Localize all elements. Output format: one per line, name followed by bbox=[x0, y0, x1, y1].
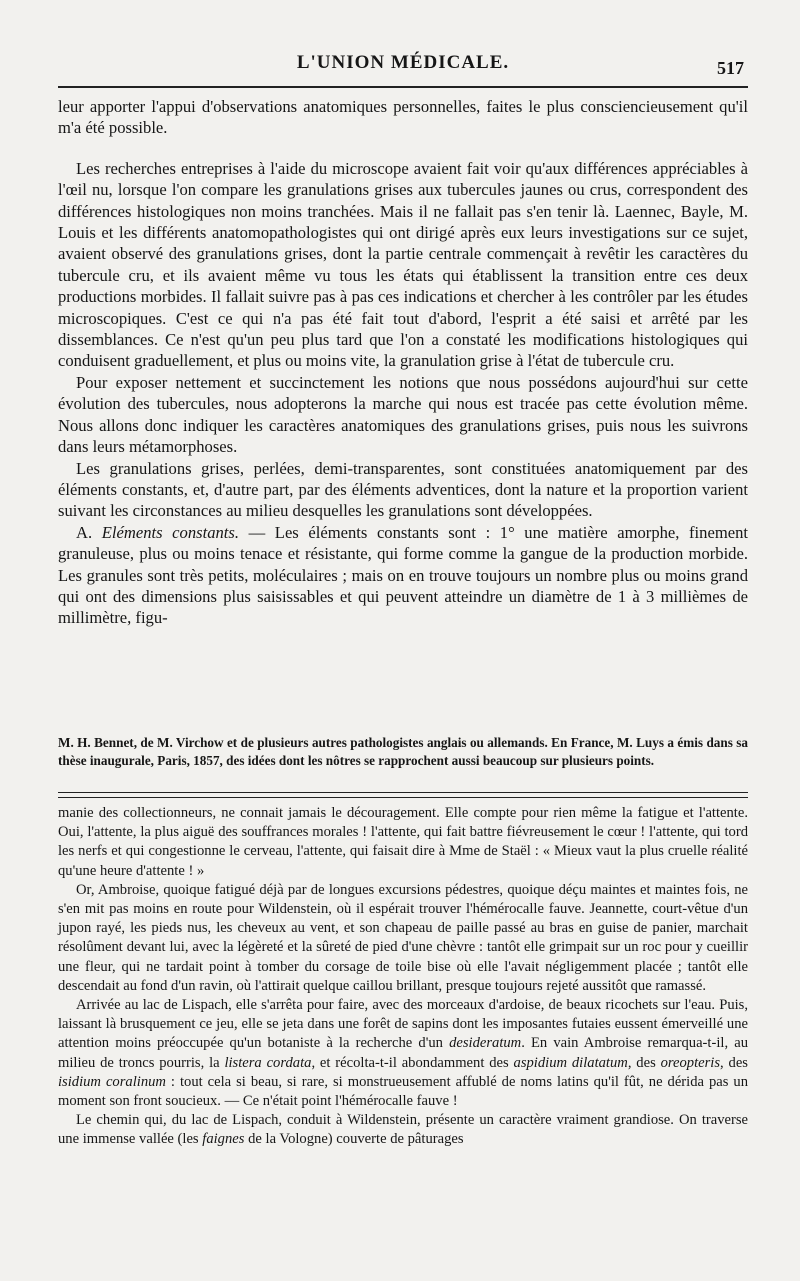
story-text: Arrivée au lac de Lispach, elle s'arrêta pour faire, avec des morceaux d'ardoise, de beaux ricochets sur l'eau. Puis, laissant là brusquement ce jeu, elle se jeta dans une forêt de sapins dont les imposantes futaies eussent émerveillé une attention moins préoccupée qu'un botaniste à la recherche d'un bbox=[58, 997, 748, 1052]
paragraph-continued: leur apporter l'appui d'observations anatomiques personnelles, faites le plus consciencieusement qu'il m'a été possible. bbox=[58, 97, 748, 138]
italic-term: listera cordata bbox=[224, 1054, 312, 1071]
main-article bbox=[58, 96, 748, 629]
section-text: — Les éléments constants sont : 1° une matière amorphe, finement granuleuse, plus ou moins tenace et résistante, qui forme comme la gangue de la production morbide. Les granules sont très petits, moléculaires ; mais on en trouve toujours un nombre plus ou moins grand qui ont des dimensions plus saisissables et qui peuvent atteindre un diamètre de 1 à 3 millièmes de millimètre, figu- bbox=[58, 522, 748, 628]
story-text: , des bbox=[720, 1054, 748, 1071]
section-label: A. bbox=[76, 522, 93, 542]
story-text: , des bbox=[627, 1054, 661, 1071]
paragraph-microscope: Les recherches entreprises à l'aide du microscope avaient fait voir qu'aux différences appréciables à l'œil nu, lorsque l'on compare les granulations grises aux tubercules jaunes ou crus, correspondent des différences histologiques non moins tranchées. Mais il ne fallait pas s'en tenir là. Laennec, Bayle, M. Louis et les différents anatomopathologistes qui ont dirigé après eux leurs investigations sur ce sujet, avaient observé des granulations grises, dont la partie centrale commençait à revêtir les caractères du tubercule cru, et ils avaient même vu tous les états qui établissent la transition entre ces deux productions morbides. Il fallait suivre pas à pas ces indications et chercher à les contrôler par les études microscopiques. C'est ce qui n'a pas été fait tout d'abord, l'esprit a été saisi et arrêté par les dissemblances. Ce n'est qu'un peu plus tard que l'on a constaté les modifications histologiques qui conduisent graduellement, et plus ou moins vite, la granulation grise à l'état de tubercule cru. bbox=[58, 158, 748, 371]
story-paragraph-4 bbox=[58, 1111, 748, 1149]
story-paragraph-1: manie des collectionneurs, ne connait jamais le découragement. Elle compte pour rien même la fatigue et l'attente. Oui, l'attente, la plus aiguë des souffrances morales ! l'attente, qui fait battre fiévreusement le cœur ! l'attente, qui tord les nerfs et qui congestionne le cerveau, l'attente, qui faisait dire à Mme de Staël : « Mieux vaut la plus cruelle réalité qu'une heure d'attente ! » bbox=[58, 805, 748, 879]
journal-title: L'UNION MÉDICALE. bbox=[296, 52, 510, 73]
italic-term: aspidium dilatatum bbox=[513, 1054, 628, 1071]
story-text: de la Vologne) couverte de pâturages bbox=[244, 1131, 464, 1148]
story-text: : tout cela si beau, si rare, si monstrueusement affublé de noms latins qu'il fût, ne dérida pas un moment son front soucieux. — Ce n'était point l'hémérocalle fauve ! bbox=[58, 1073, 748, 1110]
section-heading: Eléments constants. bbox=[101, 522, 240, 542]
italic-term: isidium coralinum bbox=[58, 1073, 166, 1090]
story-paragraph-3 bbox=[58, 996, 748, 1111]
italic-term: faignes bbox=[202, 1131, 245, 1148]
footnote-text: M. H. Bennet, de M. Virchow et de plusieurs autres pathologistes anglais ou allemands. En France, M. Luys a émis dans sa thèse inaugurale, Paris, 1857, des idées dont les nôtres se rapprochent aussi beaucoup sur plusieurs points. bbox=[58, 735, 748, 768]
story-paragraph-2: Or, Ambroise, quoique fatigué déjà par de longues excursions pédestres, quoique déçu maintes et maintes fois, ne s'en mit pas moins en route pour Wildenstein, où il espérait trouver l'hémérocalle fauve. Jeannette, court-vêtue d'un jupon rayé, les pieds nus, les cheveux au vent, et son chapeau de paille passé au bras en guise de panier, marchait résolûment devant lui, avec la légèreté et la sûreté de pied d'une chèvre : tantôt elle grimpait sur un roc pour y cueillir une fleur, qui ne tardait point à tomber du corsage de toile bise où elle l'avait négligemment placée ; tantôt elle descendait au fond d'un ravin, où l'attirait quelque caillou brillant, presque toujours rejeté aussitôt que ramassé. bbox=[58, 881, 748, 994]
header-rule bbox=[58, 86, 748, 88]
paragraph-granulations: Les granulations grises, perlées, demi-transparentes, sont constituées anatomiquement par des éléments constants, et, d'autre part, par des éléments adventices, dont la nature et la proportion varient suivant les circonstances au milieu desquelles les granulations sont développées. bbox=[58, 458, 748, 521]
paragraph-elements-constants bbox=[58, 522, 748, 629]
page-number: 517 bbox=[717, 58, 744, 78]
feuilleton-divider bbox=[58, 792, 748, 798]
running-header bbox=[58, 52, 748, 80]
story-text: . En vain Ambroise remarqua-t-il, au milieu de troncs pourris, la bbox=[58, 1035, 748, 1071]
paragraph-evolution: Pour exposer nettement et succinctement les notions que nous possédons aujourd'hui sur cette évolution des tubercules, nous adopterons la marche qui nous est tracée pas cette évolution même. Nous allons donc indiquer les caractères anatomiques des granulations grises, puis nous les suivrons dans leurs métamorphoses. bbox=[58, 372, 748, 457]
feuilleton-story bbox=[58, 804, 748, 1150]
italic-term: oreopteris bbox=[660, 1054, 721, 1071]
footnote bbox=[58, 734, 748, 769]
italic-term: desideratum bbox=[449, 1035, 522, 1052]
story-text: , et récolta-t-il abondamment des bbox=[311, 1054, 514, 1071]
story-text: Le chemin qui, du lac de Lispach, conduit à Wildenstein, présente un caractère vraiment grandiose. On traverse une immense vallée (les bbox=[58, 1112, 748, 1148]
